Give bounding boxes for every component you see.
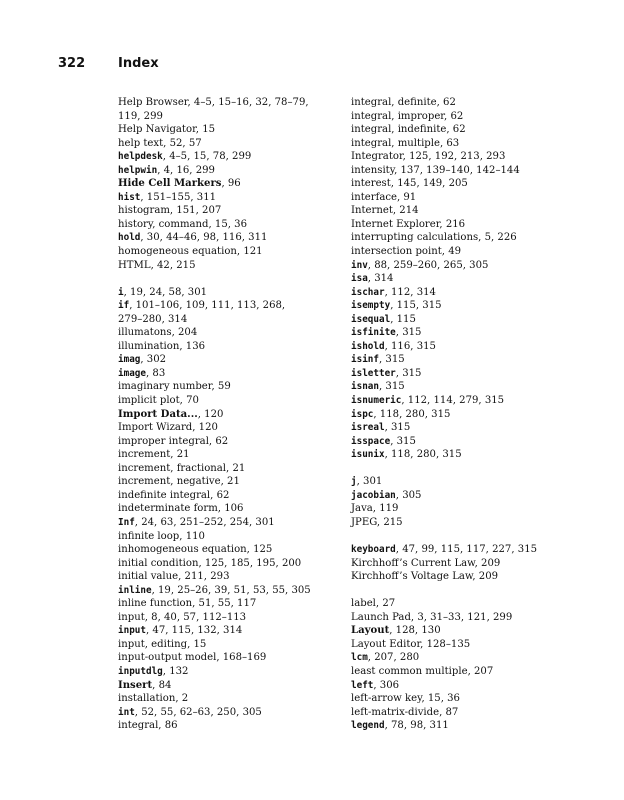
entry-text: integral, indefinite, 62 xyxy=(351,124,466,136)
index-entry xyxy=(118,245,338,259)
entry-text: , 302 xyxy=(140,354,167,366)
index-column-right xyxy=(351,96,571,733)
index-entry xyxy=(351,204,571,218)
entry-text: Integrator, 125, 192, 213, 293 xyxy=(351,151,506,163)
letter-group-gap xyxy=(351,530,571,544)
entry-text: , 4–5, 15, 78, 299 xyxy=(162,151,252,163)
index-entry xyxy=(118,421,338,435)
index-entry xyxy=(118,557,338,571)
entry-text: initial value, 211, 293 xyxy=(118,571,230,583)
entry-command: int xyxy=(118,706,135,718)
entry-command: helpdesk xyxy=(118,151,163,163)
entry-command: left xyxy=(351,679,374,691)
entry-command: isa xyxy=(351,273,368,285)
entry-command: isspace xyxy=(351,435,391,447)
entry-text: , 118, 280, 315 xyxy=(384,449,462,461)
entry-menu-term: Layout xyxy=(351,625,390,637)
entry-command: keyboard xyxy=(351,544,396,556)
entry-text: , 207, 280 xyxy=(367,652,420,664)
index-entry xyxy=(351,150,571,164)
entry-text: , 301 xyxy=(356,476,383,488)
index-entry xyxy=(351,475,571,489)
index-entry xyxy=(118,530,338,544)
index-entry xyxy=(118,543,338,557)
entry-text: Internet Explorer, 216 xyxy=(351,218,466,230)
entry-text: , 120 xyxy=(197,408,224,420)
index-entry xyxy=(118,570,338,584)
entry-command: inline xyxy=(118,584,152,596)
index-entry xyxy=(351,516,571,530)
entry-text: left-matrix-divide, 87 xyxy=(351,706,459,718)
index-entry xyxy=(351,624,571,638)
entry-text: , 83 xyxy=(146,367,166,379)
index-entry xyxy=(351,286,571,300)
index-entry xyxy=(351,570,571,584)
entry-text: inhomogeneous equation, 125 xyxy=(118,544,273,556)
entry-command: isinf xyxy=(351,354,379,366)
index-entry xyxy=(118,624,338,638)
entry-command: ispc xyxy=(351,408,374,420)
index-entry xyxy=(351,299,571,313)
entry-text: improper integral, 62 xyxy=(118,435,229,447)
entry-text: , 101–106, 109, 111, 113, 268, xyxy=(129,300,286,312)
index-entry xyxy=(118,353,338,367)
entry-text: illumination, 136 xyxy=(118,340,206,352)
index-entry xyxy=(118,665,338,679)
entry-text: , 315 xyxy=(384,422,411,434)
index-entry xyxy=(351,231,571,245)
index-entry xyxy=(351,272,571,286)
index-entry xyxy=(351,448,571,462)
entry-text: , 151–155, 311 xyxy=(140,191,217,203)
index-entry-continuation xyxy=(118,110,338,124)
entry-text: , 96 xyxy=(221,178,241,190)
entry-text: left-arrow key, 15, 36 xyxy=(351,693,460,705)
letter-group-gap xyxy=(351,462,571,476)
index-entry xyxy=(118,706,338,720)
entry-text: , 4, 16, 299 xyxy=(157,164,215,176)
entry-text: interest, 145, 149, 205 xyxy=(351,178,468,190)
index-entry xyxy=(118,380,338,394)
entry-text: initial condition, 125, 185, 195, 200 xyxy=(118,557,302,569)
entry-text: , 112, 114, 279, 315 xyxy=(401,395,505,407)
entry-text: , 78, 98, 311 xyxy=(384,720,449,732)
entry-command: lcm xyxy=(351,652,368,664)
index-entry xyxy=(351,692,571,706)
entry-text: increment, negative, 21 xyxy=(118,476,240,488)
index-entry xyxy=(351,110,571,124)
index-entry xyxy=(351,353,571,367)
index-entry xyxy=(118,137,338,151)
index-entry xyxy=(118,611,338,625)
entry-text: indefinite integral, 62 xyxy=(118,489,230,501)
entry-text: indeterminate form, 106 xyxy=(118,503,244,515)
entry-text: Help Navigator, 15 xyxy=(118,124,216,136)
entry-command: helpwin xyxy=(118,164,158,176)
entry-text: increment, fractional, 21 xyxy=(118,462,246,474)
entry-text: , 47, 115, 132, 314 xyxy=(146,625,243,637)
entry-menu-term: Import Data... xyxy=(118,408,198,420)
entry-text: , 314 xyxy=(367,273,394,285)
entry-text: JPEG, 215 xyxy=(351,516,403,528)
index-entry xyxy=(118,435,338,449)
entry-text: , 315 xyxy=(395,327,422,339)
entry-text: imaginary number, 59 xyxy=(118,381,231,393)
index-entry xyxy=(351,719,571,733)
index-entry xyxy=(351,638,571,652)
index-entry xyxy=(351,123,571,137)
index-entry xyxy=(118,597,338,611)
entry-text: intensity, 137, 139–140, 142–144 xyxy=(351,164,520,176)
index-entry xyxy=(118,502,338,516)
entry-text: installation, 2 xyxy=(118,693,189,705)
entry-menu-term: Insert xyxy=(118,679,153,691)
entry-text: Kirchhoff’s Current Law, 209 xyxy=(351,557,501,569)
entry-text: , 315 xyxy=(379,354,405,366)
entry-text: homogeneous equation, 121 xyxy=(118,246,263,258)
entry-menu-term: Hide Cell Markers xyxy=(118,178,222,190)
index-entry xyxy=(351,665,571,679)
index-entry xyxy=(351,340,571,354)
index-entry xyxy=(118,299,338,313)
entry-command: isletter xyxy=(351,367,396,379)
entry-command: isnan xyxy=(351,381,379,393)
index-entry xyxy=(351,326,571,340)
entry-text: help text, 52, 57 xyxy=(118,137,202,149)
entry-command: isreal xyxy=(351,422,385,434)
index-entry xyxy=(351,164,571,178)
entry-text: , 128, 130 xyxy=(389,625,441,637)
entry-command: imag xyxy=(118,354,141,366)
index-entry xyxy=(351,421,571,435)
entry-text: inline function, 51, 55, 117 xyxy=(118,598,257,610)
index-entry xyxy=(351,502,571,516)
entry-text: , 19, 25–26, 39, 51, 53, 55, 305 xyxy=(151,584,311,596)
entry-text: Help Browser, 4–5, 15–16, 32, 78–79, xyxy=(118,97,309,108)
index-entry xyxy=(118,259,338,273)
index-entry xyxy=(118,475,338,489)
entry-text: interrupting calculations, 5, 226 xyxy=(351,232,517,244)
index-entry xyxy=(118,326,338,340)
index-entry xyxy=(118,340,338,354)
index-entry xyxy=(351,435,571,449)
index-entry xyxy=(118,123,338,137)
page-number: 322 xyxy=(58,56,86,71)
entry-text: , 47, 99, 115, 117, 227, 315 xyxy=(395,544,538,556)
entry-text: , 118, 280, 315 xyxy=(373,408,451,420)
index-entry xyxy=(351,137,571,151)
index-entry xyxy=(118,651,338,665)
index-entry xyxy=(351,191,571,205)
entry-text: , 315 xyxy=(395,367,422,379)
entry-text: , 115 xyxy=(390,313,416,325)
entry-text: , 88, 259–260, 265, 305 xyxy=(367,259,489,271)
index-entry xyxy=(118,719,338,733)
letter-group-gap xyxy=(118,272,338,286)
index-entry xyxy=(351,679,571,693)
entry-text: label, 27 xyxy=(351,598,396,610)
entry-text: 119, 299 xyxy=(118,110,163,122)
entry-text: histogram, 151, 207 xyxy=(118,205,222,217)
index-entry xyxy=(118,204,338,218)
entry-command: isunix xyxy=(351,449,385,461)
entry-command: isequal xyxy=(351,313,391,325)
index-entry xyxy=(118,584,338,598)
running-head-title: Index xyxy=(118,56,159,71)
index-entry xyxy=(351,313,571,327)
entry-text: Launch Pad, 3, 31–33, 121, 299 xyxy=(351,611,513,623)
entry-command: image xyxy=(118,367,146,379)
entry-text: input, editing, 15 xyxy=(118,638,207,650)
index-entry xyxy=(351,245,571,259)
index-entry xyxy=(351,177,571,191)
entry-command: if xyxy=(118,300,130,312)
entry-text: , 112, 314 xyxy=(384,286,436,298)
index-entry xyxy=(351,218,571,232)
index-entry xyxy=(351,96,571,110)
entry-text: integral, 86 xyxy=(118,720,178,732)
entry-text: least common multiple, 207 xyxy=(351,665,494,677)
entry-command: input xyxy=(118,625,146,637)
entry-text: HTML, 42, 215 xyxy=(118,259,196,271)
entry-text: , 52, 55, 62–63, 250, 305 xyxy=(134,706,262,718)
entry-text: integral, multiple, 63 xyxy=(351,137,460,149)
entry-text: , 315 xyxy=(379,381,405,393)
index-entry xyxy=(351,543,571,557)
index-entry xyxy=(118,164,338,178)
index-entry xyxy=(351,259,571,273)
index-entry xyxy=(351,408,571,422)
index-entry xyxy=(118,150,338,164)
entry-command: i xyxy=(118,286,124,298)
entry-text: , 19, 24, 58, 301 xyxy=(123,286,208,298)
index-entry xyxy=(118,367,338,381)
entry-text: Layout Editor, 128–135 xyxy=(351,638,471,650)
entry-text: , 306 xyxy=(373,679,400,691)
entry-text: input-output model, 168–169 xyxy=(118,652,267,664)
entry-command: ischar xyxy=(351,286,385,298)
entry-text: illumatons, 204 xyxy=(118,327,198,339)
entry-text: infinite loop, 110 xyxy=(118,530,205,542)
index-entry xyxy=(351,367,571,381)
index-entry xyxy=(351,706,571,720)
index-entry xyxy=(351,380,571,394)
index-entry xyxy=(118,177,338,191)
entry-text: Kirchhoff’s Voltage Law, 209 xyxy=(351,571,499,583)
page-header xyxy=(58,56,624,76)
index-entry xyxy=(351,597,571,611)
entry-command: hist xyxy=(118,191,141,203)
entry-command: inputdlg xyxy=(118,665,163,677)
entry-command: legend xyxy=(351,720,385,732)
entry-command: isfinite xyxy=(351,327,396,339)
index-entry xyxy=(118,394,338,408)
index-entry xyxy=(118,679,338,693)
index-entry xyxy=(118,96,338,110)
entry-text: , 116, 315 xyxy=(384,340,436,352)
entry-text: integral, improper, 62 xyxy=(351,110,464,122)
entry-command: jacobian xyxy=(351,489,396,501)
index-entry xyxy=(118,638,338,652)
index-entry xyxy=(118,231,338,245)
entry-command: ishold xyxy=(351,340,385,352)
index-entry xyxy=(118,692,338,706)
entry-command: j xyxy=(351,476,357,488)
entry-text: , 84 xyxy=(152,679,172,691)
entry-text: , 30, 44–46, 98, 116, 311 xyxy=(140,232,268,244)
entry-text: 279–280, 314 xyxy=(118,313,188,325)
index-entry xyxy=(351,394,571,408)
index-entry xyxy=(118,462,338,476)
entry-text: , 115, 315 xyxy=(390,300,442,312)
index-entry xyxy=(118,218,338,232)
entry-text: Java, 119 xyxy=(351,503,399,515)
index-entry-continuation xyxy=(118,313,338,327)
entry-text: , 132 xyxy=(162,665,189,677)
index-entry xyxy=(118,516,338,530)
entry-text: implicit plot, 70 xyxy=(118,395,199,407)
index-entry xyxy=(118,191,338,205)
entry-text: Internet, 214 xyxy=(351,205,419,217)
entry-command: isempty xyxy=(351,300,391,312)
entry-text: interface, 91 xyxy=(351,191,417,203)
index-column-left xyxy=(118,96,338,733)
entry-text: history, command, 15, 36 xyxy=(118,218,248,230)
index-entry xyxy=(351,611,571,625)
entry-text: , 305 xyxy=(395,489,422,501)
index-entry xyxy=(118,286,338,300)
index-entry xyxy=(351,651,571,665)
index-entry xyxy=(351,557,571,571)
entry-text: , 315 xyxy=(390,435,416,447)
entry-command: hold xyxy=(118,232,141,244)
index-entry xyxy=(118,489,338,503)
entry-text: intersection point, 49 xyxy=(351,246,462,258)
entry-text: , 24, 63, 251–252, 254, 301 xyxy=(134,516,275,528)
entry-command: Inf xyxy=(118,516,135,528)
index-entry xyxy=(118,448,338,462)
entry-text: Import Wizard, 120 xyxy=(118,422,218,434)
entry-command: isnumeric xyxy=(351,395,402,407)
entry-text: input, 8, 40, 57, 112–113 xyxy=(118,611,247,623)
index-entry xyxy=(118,408,338,422)
entry-text: increment, 21 xyxy=(118,449,190,461)
entry-text: integral, definite, 62 xyxy=(351,97,456,108)
letter-group-gap xyxy=(351,584,571,598)
index-entry xyxy=(351,489,571,503)
entry-command: inv xyxy=(351,259,368,271)
